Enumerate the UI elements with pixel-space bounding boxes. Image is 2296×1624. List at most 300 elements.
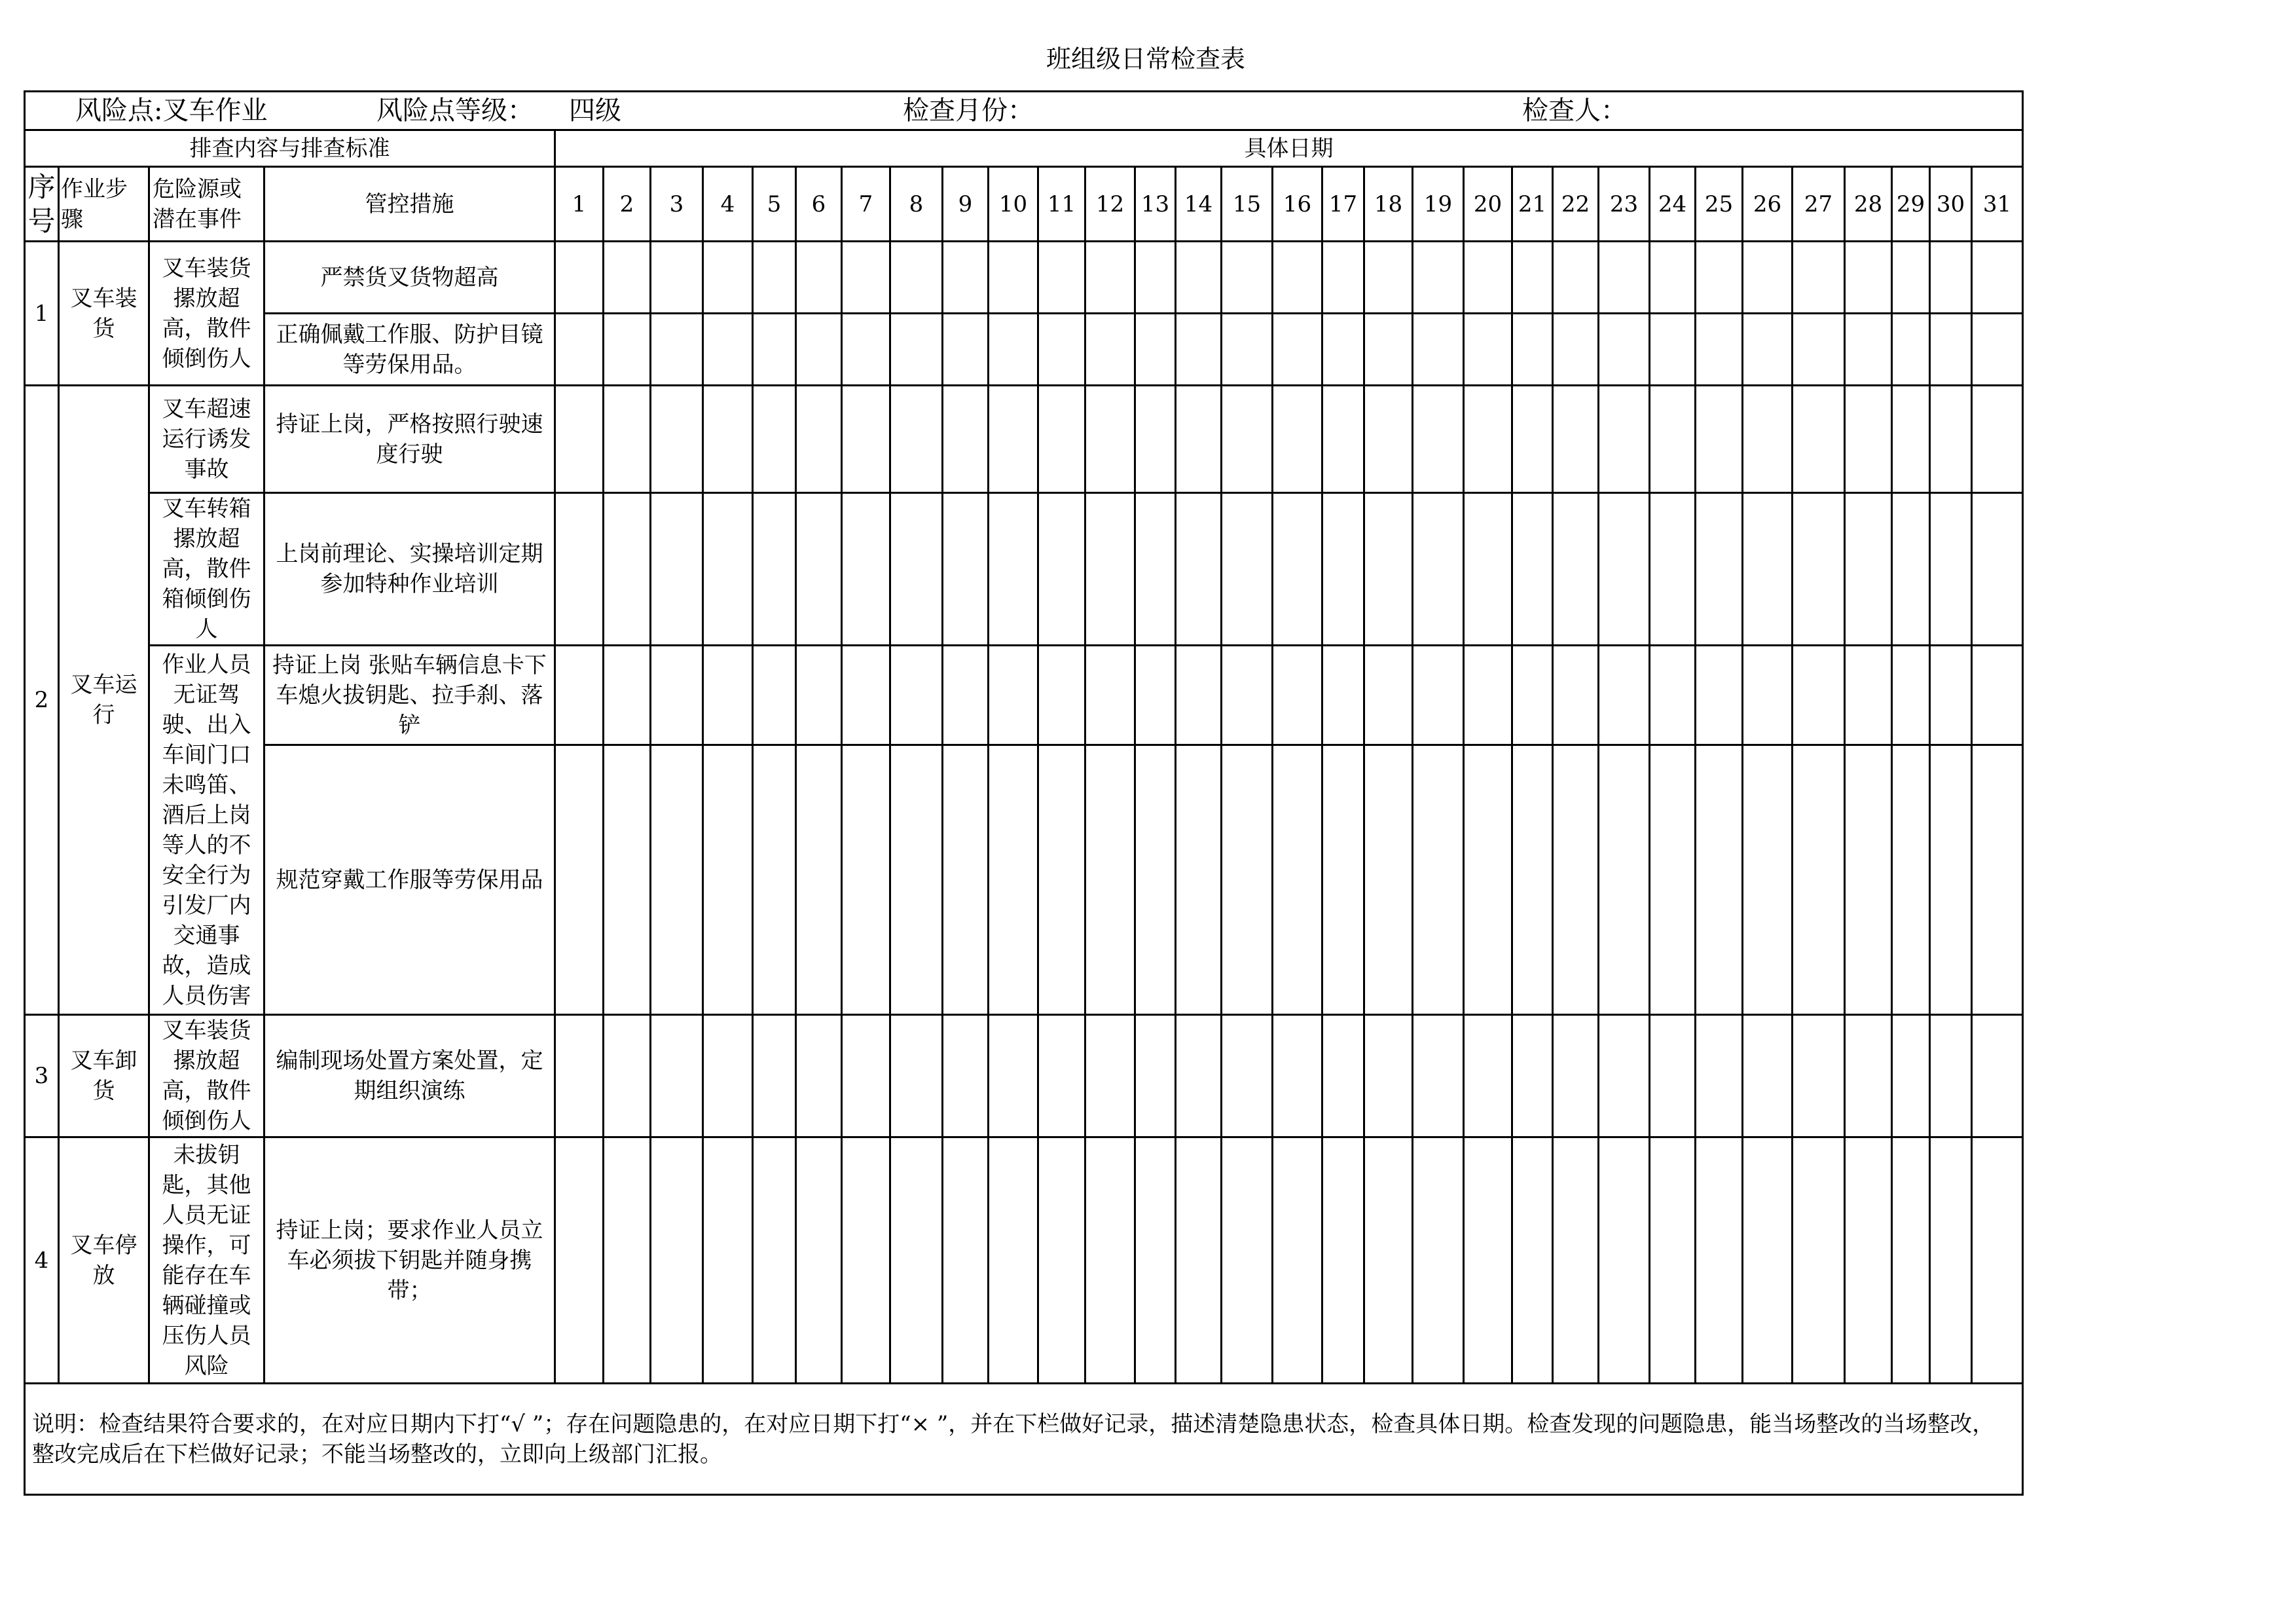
check-cell-day-4[interactable] xyxy=(703,1137,753,1384)
check-cell-day-18[interactable] xyxy=(1364,1137,1413,1384)
check-cell-day-2[interactable] xyxy=(604,242,651,314)
check-cell-day-28[interactable] xyxy=(1845,493,1892,646)
check-cell-day-14[interactable] xyxy=(1176,242,1222,314)
check-cell-day-26[interactable] xyxy=(1743,314,1793,386)
check-cell-day-2[interactable] xyxy=(604,745,651,1015)
seq-cell: 3 xyxy=(25,1015,59,1137)
check-cell-day-20[interactable] xyxy=(1464,314,1512,386)
check-cell-day-12[interactable] xyxy=(1085,493,1135,646)
check-cell-day-20[interactable] xyxy=(1464,1137,1512,1384)
check-cell-day-24[interactable] xyxy=(1650,1015,1696,1137)
check-cell-day-23[interactable] xyxy=(1599,493,1650,646)
check-cell-day-20[interactable] xyxy=(1464,646,1512,745)
day-header-22: 22 xyxy=(1553,167,1599,242)
check-cell-day-2[interactable] xyxy=(604,1015,651,1137)
check-cell-day-19[interactable] xyxy=(1413,1015,1464,1137)
check-cell-day-15[interactable] xyxy=(1222,314,1273,386)
check-cell-day-15[interactable] xyxy=(1222,386,1273,493)
check-cell-day-11[interactable] xyxy=(1038,493,1085,646)
note-row xyxy=(25,1384,2023,1495)
seq-cell: 1 xyxy=(25,242,59,386)
check-cell-day-26[interactable] xyxy=(1743,493,1793,646)
check-cell-day-17[interactable] xyxy=(1322,314,1364,386)
check-cell-day-9[interactable] xyxy=(943,386,989,493)
check-cell-day-26[interactable] xyxy=(1743,1137,1793,1384)
check-cell-day-25[interactable] xyxy=(1696,314,1743,386)
check-cell-day-12[interactable] xyxy=(1085,745,1135,1015)
check-cell-day-18[interactable] xyxy=(1364,745,1413,1015)
check-cell-day-13[interactable] xyxy=(1135,1137,1176,1384)
check-cell-day-22[interactable] xyxy=(1553,1015,1599,1137)
check-cell-day-27[interactable] xyxy=(1793,386,1845,493)
measure-cell: 持证上岗；要求作业人员立车必须拔下钥匙并随身携带； xyxy=(264,1137,555,1384)
check-cell-day-8[interactable] xyxy=(890,1137,943,1384)
check-cell-day-2[interactable] xyxy=(604,646,651,745)
check-cell-day-6[interactable] xyxy=(796,1015,842,1137)
check-cell-day-9[interactable] xyxy=(943,646,989,745)
check-cell-day-8[interactable] xyxy=(890,1015,943,1137)
day-header-18: 18 xyxy=(1364,167,1413,242)
day-header-17: 17 xyxy=(1322,167,1364,242)
check-cell-day-25[interactable] xyxy=(1696,745,1743,1015)
check-cell-day-28[interactable] xyxy=(1845,1137,1892,1384)
check-cell-day-13[interactable] xyxy=(1135,646,1176,745)
table-row xyxy=(25,493,2023,646)
check-cell-day-15[interactable] xyxy=(1222,1015,1273,1137)
check-cell-day-1[interactable] xyxy=(555,745,604,1015)
measure-cell: 正确佩戴工作服、防护目镜等劳保用品。 xyxy=(264,314,555,386)
check-cell-day-31[interactable] xyxy=(1972,314,2023,386)
check-cell-day-27[interactable] xyxy=(1793,745,1845,1015)
hazard-cell: 叉车装货摞放超高，散件倾倒伤人 xyxy=(149,1015,264,1137)
check-cell-day-8[interactable] xyxy=(890,745,943,1015)
check-cell-day-28[interactable] xyxy=(1845,386,1892,493)
check-cell-day-13[interactable] xyxy=(1135,745,1176,1015)
check-cell-day-13[interactable] xyxy=(1135,314,1176,386)
check-cell-day-9[interactable] xyxy=(943,493,989,646)
check-cell-day-14[interactable] xyxy=(1176,493,1222,646)
check-cell-day-13[interactable] xyxy=(1135,386,1176,493)
day-header-21: 21 xyxy=(1512,167,1553,242)
check-cell-day-16[interactable] xyxy=(1273,745,1322,1015)
check-cell-day-3[interactable] xyxy=(651,1015,703,1137)
risk-point-label: 风险点:叉车作业 xyxy=(75,96,268,126)
check-cell-day-6[interactable] xyxy=(796,646,842,745)
risk-level-label: 风险点等级： xyxy=(376,96,534,126)
check-cell-day-16[interactable] xyxy=(1273,314,1322,386)
check-cell-day-29[interactable] xyxy=(1892,745,1930,1015)
check-cell-day-11[interactable] xyxy=(1038,745,1085,1015)
check-cell-day-5[interactable] xyxy=(753,745,796,1015)
check-cell-day-15[interactable] xyxy=(1222,646,1273,745)
check-cell-day-11[interactable] xyxy=(1038,1137,1085,1384)
check-cell-day-14[interactable] xyxy=(1176,646,1222,745)
check-cell-day-30[interactable] xyxy=(1930,745,1972,1015)
check-cell-day-23[interactable] xyxy=(1599,646,1650,745)
day-header-1: 1 xyxy=(555,167,604,242)
check-cell-day-5[interactable] xyxy=(753,242,796,314)
check-cell-day-19[interactable] xyxy=(1413,1137,1464,1384)
check-cell-day-4[interactable] xyxy=(703,493,753,646)
check-cell-day-27[interactable] xyxy=(1793,314,1845,386)
check-cell-day-29[interactable] xyxy=(1892,493,1930,646)
check-cell-day-26[interactable] xyxy=(1743,386,1793,493)
check-cell-day-2[interactable] xyxy=(604,493,651,646)
check-cell-day-20[interactable] xyxy=(1464,745,1512,1015)
check-cell-day-15[interactable] xyxy=(1222,1137,1273,1384)
check-cell-day-23[interactable] xyxy=(1599,386,1650,493)
check-cell-day-7[interactable] xyxy=(842,1137,890,1384)
check-cell-day-5[interactable] xyxy=(753,646,796,745)
day-header-11: 11 xyxy=(1038,167,1085,242)
check-cell-day-19[interactable] xyxy=(1413,745,1464,1015)
check-cell-day-18[interactable] xyxy=(1364,242,1413,314)
header-info-row xyxy=(25,92,2023,130)
inspector-label: 检查人： xyxy=(1522,96,1627,126)
check-cell-day-12[interactable] xyxy=(1085,242,1135,314)
check-cell-day-31[interactable] xyxy=(1972,646,2023,745)
check-cell-day-16[interactable] xyxy=(1273,493,1322,646)
check-cell-day-1[interactable] xyxy=(555,493,604,646)
check-cell-day-3[interactable] xyxy=(651,493,703,646)
check-cell-day-23[interactable] xyxy=(1599,242,1650,314)
step-header: 作业步骤 xyxy=(59,167,149,242)
check-cell-day-17[interactable] xyxy=(1322,745,1364,1015)
check-cell-day-7[interactable] xyxy=(842,745,890,1015)
check-cell-day-24[interactable] xyxy=(1650,745,1696,1015)
check-cell-day-22[interactable] xyxy=(1553,242,1599,314)
check-cell-day-3[interactable] xyxy=(651,646,703,745)
check-cell-day-23[interactable] xyxy=(1599,314,1650,386)
check-cell-day-8[interactable] xyxy=(890,314,943,386)
check-cell-day-17[interactable] xyxy=(1322,646,1364,745)
check-cell-day-31[interactable] xyxy=(1972,1015,2023,1137)
check-cell-day-31[interactable] xyxy=(1972,745,2023,1015)
check-cell-day-16[interactable] xyxy=(1273,646,1322,745)
check-cell-day-28[interactable] xyxy=(1845,1015,1892,1137)
check-cell-day-10[interactable] xyxy=(989,745,1038,1015)
check-cell-day-3[interactable] xyxy=(651,386,703,493)
check-cell-day-29[interactable] xyxy=(1892,1137,1930,1384)
check-cell-day-6[interactable] xyxy=(796,314,842,386)
check-cell-day-10[interactable] xyxy=(989,646,1038,745)
check-cell-day-31[interactable] xyxy=(1972,1137,2023,1384)
check-cell-day-21[interactable] xyxy=(1512,745,1553,1015)
inspection-table xyxy=(24,90,2024,1496)
day-header-7: 7 xyxy=(842,167,890,242)
check-cell-day-20[interactable] xyxy=(1464,1015,1512,1137)
check-cell-day-1[interactable] xyxy=(555,1015,604,1137)
check-cell-day-21[interactable] xyxy=(1512,1015,1553,1137)
check-cell-day-3[interactable] xyxy=(651,745,703,1015)
day-header-31: 31 xyxy=(1972,167,2023,242)
check-cell-day-16[interactable] xyxy=(1273,1137,1322,1384)
check-cell-day-18[interactable] xyxy=(1364,646,1413,745)
check-cell-day-25[interactable] xyxy=(1696,1137,1743,1384)
check-cell-day-30[interactable] xyxy=(1930,1015,1972,1137)
check-cell-day-6[interactable] xyxy=(796,386,842,493)
table-row xyxy=(25,1137,2023,1384)
measure-cell: 编制现场处置方案处置，定期组织演练 xyxy=(264,1015,555,1137)
check-cell-day-25[interactable] xyxy=(1696,646,1743,745)
check-cell-day-30[interactable] xyxy=(1930,1137,1972,1384)
check-cell-day-9[interactable] xyxy=(943,242,989,314)
check-cell-day-10[interactable] xyxy=(989,242,1038,314)
day-header-14: 14 xyxy=(1176,167,1222,242)
check-cell-day-27[interactable] xyxy=(1793,242,1845,314)
check-cell-day-12[interactable] xyxy=(1085,314,1135,386)
check-cell-day-29[interactable] xyxy=(1892,314,1930,386)
day-header-20: 20 xyxy=(1464,167,1512,242)
measure-cell: 规范穿戴工作服等劳保用品 xyxy=(264,745,555,1015)
check-cell-day-13[interactable] xyxy=(1135,493,1176,646)
check-cell-day-14[interactable] xyxy=(1176,745,1222,1015)
check-cell-day-16[interactable] xyxy=(1273,386,1322,493)
check-cell-day-22[interactable] xyxy=(1553,314,1599,386)
check-cell-day-11[interactable] xyxy=(1038,314,1085,386)
check-cell-day-11[interactable] xyxy=(1038,1015,1085,1137)
check-cell-day-4[interactable] xyxy=(703,386,753,493)
check-cell-day-23[interactable] xyxy=(1599,1015,1650,1137)
check-cell-day-19[interactable] xyxy=(1413,493,1464,646)
check-cell-day-4[interactable] xyxy=(703,745,753,1015)
day-header-13: 13 xyxy=(1135,167,1176,242)
check-cell-day-13[interactable] xyxy=(1135,1015,1176,1137)
day-header-9: 9 xyxy=(943,167,989,242)
day-header-24: 24 xyxy=(1650,167,1696,242)
column-header-row xyxy=(25,167,2023,242)
seq-cell: 2 xyxy=(25,386,59,1015)
check-cell-day-14[interactable] xyxy=(1176,1015,1222,1137)
check-cell-day-12[interactable] xyxy=(1085,1015,1135,1137)
check-cell-day-6[interactable] xyxy=(796,745,842,1015)
step-cell: 叉车卸货 xyxy=(59,1015,149,1137)
check-cell-day-15[interactable] xyxy=(1222,242,1273,314)
check-cell-day-28[interactable] xyxy=(1845,242,1892,314)
check-cell-day-12[interactable] xyxy=(1085,1137,1135,1384)
check-cell-day-7[interactable] xyxy=(842,314,890,386)
check-cell-day-14[interactable] xyxy=(1176,314,1222,386)
check-cell-day-16[interactable] xyxy=(1273,1015,1322,1137)
check-cell-day-5[interactable] xyxy=(753,386,796,493)
check-cell-day-1[interactable] xyxy=(555,386,604,493)
check-cell-day-4[interactable] xyxy=(703,242,753,314)
check-cell-day-29[interactable] xyxy=(1892,242,1930,314)
check-cell-day-2[interactable] xyxy=(604,386,651,493)
check-cell-day-25[interactable] xyxy=(1696,386,1743,493)
check-cell-day-9[interactable] xyxy=(943,1015,989,1137)
check-cell-day-15[interactable] xyxy=(1222,745,1273,1015)
check-cell-day-28[interactable] xyxy=(1845,745,1892,1015)
check-cell-day-24[interactable] xyxy=(1650,646,1696,745)
check-cell-day-24[interactable] xyxy=(1650,493,1696,646)
check-cell-day-7[interactable] xyxy=(842,242,890,314)
check-cell-day-19[interactable] xyxy=(1413,314,1464,386)
check-cell-day-19[interactable] xyxy=(1413,242,1464,314)
check-cell-day-25[interactable] xyxy=(1696,1015,1743,1137)
check-cell-day-24[interactable] xyxy=(1650,386,1696,493)
check-cell-day-20[interactable] xyxy=(1464,493,1512,646)
check-cell-day-1[interactable] xyxy=(555,646,604,745)
check-cell-day-28[interactable] xyxy=(1845,314,1892,386)
check-cell-day-19[interactable] xyxy=(1413,646,1464,745)
check-cell-day-30[interactable] xyxy=(1930,646,1972,745)
check-cell-day-25[interactable] xyxy=(1696,242,1743,314)
check-cell-day-30[interactable] xyxy=(1930,314,1972,386)
check-cell-day-23[interactable] xyxy=(1599,745,1650,1015)
check-cell-day-31[interactable] xyxy=(1972,493,2023,646)
check-cell-day-7[interactable] xyxy=(842,386,890,493)
measure-cell: 上岗前理论、实操培训定期参加特种作业培训 xyxy=(264,493,555,646)
check-cell-day-5[interactable] xyxy=(753,493,796,646)
day-header-27: 27 xyxy=(1793,167,1845,242)
day-header-29: 29 xyxy=(1892,167,1930,242)
check-cell-day-1[interactable] xyxy=(555,1137,604,1384)
check-cell-day-6[interactable] xyxy=(796,242,842,314)
check-cell-day-22[interactable] xyxy=(1553,646,1599,745)
check-cell-day-10[interactable] xyxy=(989,493,1038,646)
hazard-cell: 作业人员无证驾驶、出入车间门口未鸣笛、酒后上岗等人的不安全行为引发厂内交通事故，造成人员伤害 xyxy=(149,646,264,1015)
check-cell-day-20[interactable] xyxy=(1464,386,1512,493)
check-cell-day-10[interactable] xyxy=(989,314,1038,386)
check-cell-day-18[interactable] xyxy=(1364,386,1413,493)
check-cell-day-24[interactable] xyxy=(1650,314,1696,386)
check-cell-day-22[interactable] xyxy=(1553,745,1599,1015)
check-cell-day-25[interactable] xyxy=(1696,493,1743,646)
check-cell-day-23[interactable] xyxy=(1599,1137,1650,1384)
check-cell-day-21[interactable] xyxy=(1512,314,1553,386)
check-cell-day-8[interactable] xyxy=(890,242,943,314)
check-cell-day-26[interactable] xyxy=(1743,646,1793,745)
measure-cell: 持证上岗 张贴车辆信息卡下车熄火拔钥匙、拉手刹、落铲 xyxy=(264,646,555,745)
check-cell-day-10[interactable] xyxy=(989,1137,1038,1384)
seq-cell: 4 xyxy=(25,1137,59,1384)
check-cell-day-18[interactable] xyxy=(1364,493,1413,646)
check-cell-day-24[interactable] xyxy=(1650,1137,1696,1384)
check-cell-day-22[interactable] xyxy=(1553,1137,1599,1384)
check-cell-day-4[interactable] xyxy=(703,1015,753,1137)
check-cell-day-27[interactable] xyxy=(1793,646,1845,745)
check-cell-day-13[interactable] xyxy=(1135,242,1176,314)
check-cell-day-4[interactable] xyxy=(703,314,753,386)
check-cell-day-18[interactable] xyxy=(1364,1015,1413,1137)
check-cell-day-29[interactable] xyxy=(1892,386,1930,493)
check-cell-day-30[interactable] xyxy=(1930,386,1972,493)
check-cell-day-24[interactable] xyxy=(1650,242,1696,314)
check-cell-day-14[interactable] xyxy=(1176,1137,1222,1384)
check-cell-day-22[interactable] xyxy=(1553,386,1599,493)
check-cell-day-7[interactable] xyxy=(842,493,890,646)
check-cell-day-5[interactable] xyxy=(753,1015,796,1137)
check-cell-day-12[interactable] xyxy=(1085,386,1135,493)
check-cell-day-11[interactable] xyxy=(1038,386,1085,493)
check-cell-day-1[interactable] xyxy=(555,314,604,386)
check-cell-day-18[interactable] xyxy=(1364,314,1413,386)
check-cell-day-17[interactable] xyxy=(1322,493,1364,646)
check-cell-day-26[interactable] xyxy=(1743,1015,1793,1137)
day-header-23: 23 xyxy=(1599,167,1650,242)
check-cell-day-7[interactable] xyxy=(842,1015,890,1137)
check-cell-day-21[interactable] xyxy=(1512,1137,1553,1384)
check-cell-day-17[interactable] xyxy=(1322,242,1364,314)
check-cell-day-4[interactable] xyxy=(703,646,753,745)
check-cell-day-3[interactable] xyxy=(651,242,703,314)
day-header-5: 5 xyxy=(753,167,796,242)
check-cell-day-21[interactable] xyxy=(1512,493,1553,646)
check-cell-day-2[interactable] xyxy=(604,1137,651,1384)
table-row xyxy=(25,314,2023,386)
hazard-cell: 叉车转箱摞放超高，散件箱倾倒伤人 xyxy=(149,493,264,646)
day-header-19: 19 xyxy=(1413,167,1464,242)
check-cell-day-20[interactable] xyxy=(1464,242,1512,314)
check-cell-day-11[interactable] xyxy=(1038,242,1085,314)
check-cell-day-6[interactable] xyxy=(796,493,842,646)
check-cell-day-15[interactable] xyxy=(1222,493,1273,646)
check-cell-day-5[interactable] xyxy=(753,314,796,386)
check-cell-day-19[interactable] xyxy=(1413,386,1464,493)
table-row xyxy=(25,646,2023,745)
check-cell-day-6[interactable] xyxy=(796,1137,842,1384)
check-cell-day-1[interactable] xyxy=(555,242,604,314)
check-cell-day-2[interactable] xyxy=(604,314,651,386)
check-cell-day-27[interactable] xyxy=(1793,1137,1845,1384)
check-cell-day-7[interactable] xyxy=(842,646,890,745)
check-cell-day-8[interactable] xyxy=(890,646,943,745)
check-cell-day-30[interactable] xyxy=(1930,242,1972,314)
check-cell-day-27[interactable] xyxy=(1793,1015,1845,1137)
check-cell-day-31[interactable] xyxy=(1972,386,2023,493)
measure-cell: 持证上岗，严格按照行驶速度行驶 xyxy=(264,386,555,493)
check-cell-day-22[interactable] xyxy=(1553,493,1599,646)
check-cell-day-30[interactable] xyxy=(1930,493,1972,646)
check-cell-day-3[interactable] xyxy=(651,1137,703,1384)
check-cell-day-26[interactable] xyxy=(1743,745,1793,1015)
check-cell-day-27[interactable] xyxy=(1793,493,1845,646)
check-cell-day-17[interactable] xyxy=(1322,386,1364,493)
check-cell-day-9[interactable] xyxy=(943,745,989,1015)
check-cell-day-29[interactable] xyxy=(1892,646,1930,745)
check-cell-day-21[interactable] xyxy=(1512,242,1553,314)
check-cell-day-29[interactable] xyxy=(1892,1015,1930,1137)
day-header-12: 12 xyxy=(1085,167,1135,242)
check-cell-day-5[interactable] xyxy=(753,1137,796,1384)
check-cell-day-16[interactable] xyxy=(1273,242,1322,314)
check-cell-day-10[interactable] xyxy=(989,386,1038,493)
check-cell-day-3[interactable] xyxy=(651,314,703,386)
check-cell-day-9[interactable] xyxy=(943,314,989,386)
check-cell-day-14[interactable] xyxy=(1176,386,1222,493)
check-cell-day-11[interactable] xyxy=(1038,646,1085,745)
section-header-row xyxy=(25,130,2023,167)
check-cell-day-17[interactable] xyxy=(1322,1015,1364,1137)
check-cell-day-21[interactable] xyxy=(1512,386,1553,493)
check-cell-day-9[interactable] xyxy=(943,1137,989,1384)
check-cell-day-26[interactable] xyxy=(1743,242,1793,314)
check-cell-day-21[interactable] xyxy=(1512,646,1553,745)
check-cell-day-17[interactable] xyxy=(1322,1137,1364,1384)
check-cell-day-12[interactable] xyxy=(1085,646,1135,745)
check-cell-day-8[interactable] xyxy=(890,493,943,646)
check-cell-day-8[interactable] xyxy=(890,386,943,493)
day-header-16: 16 xyxy=(1273,167,1322,242)
check-cell-day-28[interactable] xyxy=(1845,646,1892,745)
step-cell: 叉车运行 xyxy=(59,386,149,1015)
table-row xyxy=(25,1015,2023,1137)
check-cell-day-10[interactable] xyxy=(989,1015,1038,1137)
check-cell-day-31[interactable] xyxy=(1972,242,2023,314)
header-info-cell xyxy=(25,92,2023,130)
date-header: 具体日期 xyxy=(555,130,2023,167)
